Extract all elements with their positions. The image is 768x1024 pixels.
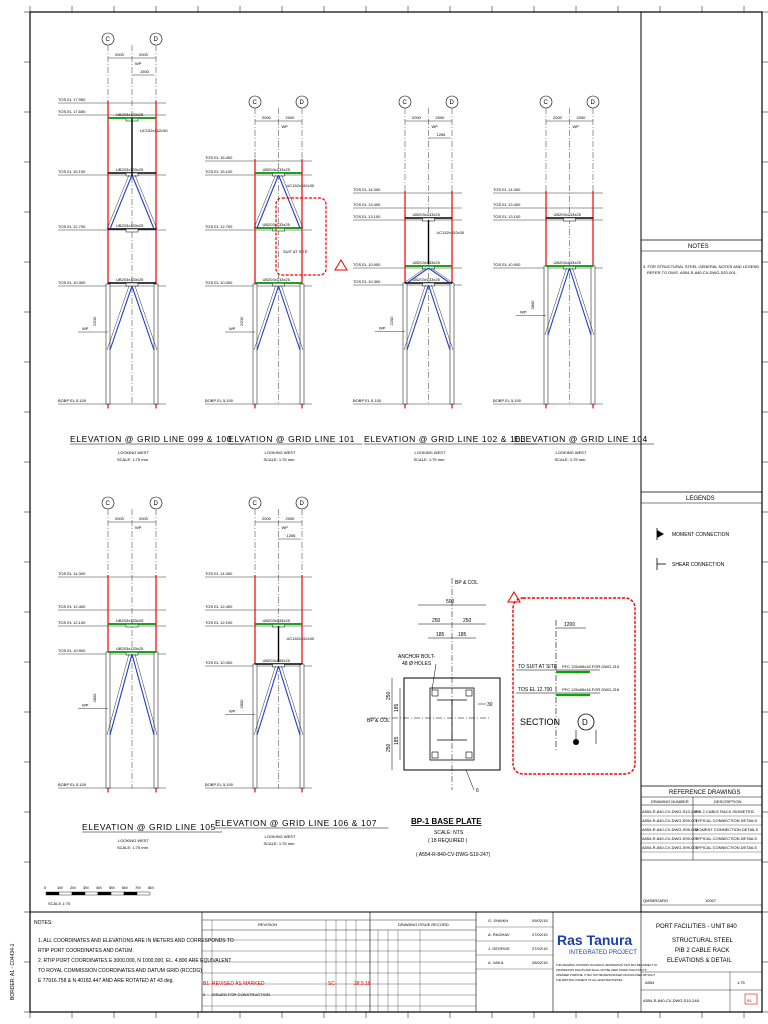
elevation-title: ELVATION @ GRID LINE 101 <box>228 434 355 444</box>
legend-shear: SHEAR CONNECTION <box>672 562 725 568</box>
dim-right: 2000 <box>576 115 586 120</box>
height-dim: 2800 <box>239 699 244 709</box>
reference-number: A554-R-840-CV-DWG-S10-246 <box>642 809 698 814</box>
bp-ref: ( A554-R-840-CV-DWG-S10-247) <box>416 852 491 858</box>
elevation-title: ELEVATION @ GRID LINE 105 <box>82 822 216 832</box>
bp-required: ( 18 REQUIRED ) <box>428 838 468 844</box>
level-label: TOS EL 12.700 <box>205 224 233 229</box>
dim-left: 2000 <box>115 516 124 521</box>
level-label: TOS EL 10.300 <box>205 280 233 285</box>
disclaimer-line: THIS DRAWING CONTAINS TECHNICAL INFORMATION THAT MAY BE SUBJECT TO <box>556 964 658 967</box>
reference-desc: PIB 2 CABLE RACK ISOMETRIC <box>695 809 755 814</box>
scale-label: SCALE: 1:75 mm <box>117 457 148 462</box>
level-label: TOS EL 12.100 <box>205 620 233 625</box>
post-label: UC152x152x30 <box>286 183 315 188</box>
scale-tick: 8M <box>148 885 154 890</box>
scale-label: SCALE: 1:75 mm <box>263 841 295 846</box>
level-label: TOS EL 13.100 <box>353 214 381 219</box>
post-label: UC152x152x30 <box>140 128 168 133</box>
dim-left: 2000 <box>412 115 421 120</box>
beam-label: UB203x133x25 <box>116 618 144 623</box>
beam-label: UB203x133x25 <box>116 646 144 651</box>
bp-scale: SCALE: NTS <box>434 830 464 836</box>
level-label: TOS EL 10.900 <box>58 648 86 653</box>
bp-col-top: BP & COL <box>455 580 478 586</box>
level-label: TOS EL 14.300 <box>205 571 233 576</box>
beam-label: UB203x133x25 <box>116 167 144 172</box>
section-id: D <box>582 718 588 727</box>
level-label: TOS EL 17.950 <box>58 97 86 102</box>
beam-label: UB203x133x25 <box>412 260 440 265</box>
column-left <box>403 283 407 404</box>
looking-label: LOOKING WEST <box>414 450 446 455</box>
rev-b1: B1 <box>203 981 210 987</box>
dim-right: 2000 <box>285 115 295 120</box>
tb-code: A554 <box>645 980 655 985</box>
general-note-line: E 77916.758 & N 40182.447 AND ARE ROTATED AT 43 deg. <box>38 978 174 984</box>
rev-0: 0 <box>203 992 206 997</box>
dim-right: 2000 <box>285 516 295 521</box>
signatory-date: 27/02/15 <box>532 932 548 937</box>
grid-label-left: C <box>105 501 110 507</box>
bp-dim-185a: 185 <box>436 632 445 638</box>
level-label: TOS EL 13.400 <box>353 202 381 207</box>
signatory-name: G. SHAIKH <box>488 918 509 923</box>
wp-marker: WP <box>82 326 89 331</box>
section-label: SECTION <box>520 717 561 727</box>
height-dim: 2200 <box>389 316 394 326</box>
disclaimer-line: PROPRIETARY RIGHTS AND SHALL NOT BE USED OTHER THAN FOR ITS <box>556 969 647 972</box>
level-label: TOS EL 15.100 <box>58 169 86 174</box>
tb-t1: STRUCTURAL STEEL <box>672 938 733 944</box>
beam-label: UB203x133x25 <box>262 222 290 227</box>
reference-number: A554-R-840-CV-DWG-S99-003 <box>642 836 698 841</box>
scale-tick: 0 <box>44 885 47 890</box>
reference-col-desc: DESCRIPTION <box>714 799 742 804</box>
column-left <box>253 664 257 788</box>
legend-moment: MOMENT CONNECTION <box>672 532 730 538</box>
level-label: TOS EL 14.300 <box>58 571 86 576</box>
reference-number: A554-R-840-CV-DWG-S99-001 <box>642 818 698 823</box>
logo-integrated: INTEGRATED PROJECT <box>569 950 637 956</box>
level-label: BOBP EL 5.100 <box>205 398 234 403</box>
bp-side-250b: 250 <box>386 743 392 752</box>
bp-dim-500: 500 <box>446 599 455 605</box>
signatory-name: A. RAGHAV <box>488 932 510 937</box>
signatory-date: 28/02/15 <box>532 960 548 965</box>
column-left <box>106 652 110 788</box>
dim-right: 2000 <box>139 516 148 521</box>
wp-label: WP <box>135 61 142 66</box>
general-note-line: 2. RTIP PORT COORDINATES E 3000.000, N 1000.000, EL. 4.800 ARE EQUIVALENT <box>38 958 232 964</box>
grid-label-left: C <box>252 501 257 507</box>
column-right <box>591 266 595 404</box>
level-label: BOBP EL 5.100 <box>205 782 234 787</box>
beam-label: UB203x133x25 <box>553 212 581 217</box>
scale-label: SCALE: 1:75 mm <box>263 457 295 462</box>
scale-label: SCALE: 1:75 mm <box>554 457 586 462</box>
scale-tick: 3M <box>83 885 89 890</box>
beam-label: UB203x133x25 <box>262 618 290 623</box>
general-note-line: TO ROYAL COMMISSION COORDINATES AND DATUM GRID (RCCDG) <box>38 968 202 974</box>
beam-label: UB203x133x25 <box>116 112 144 117</box>
grid-label-right: D <box>449 100 454 106</box>
wp-label: WP <box>572 124 579 129</box>
grid-label-left: C <box>105 37 110 43</box>
column-right <box>154 284 158 404</box>
beam-label: UB203x133x25 <box>412 212 440 217</box>
general-note-line: RTIP PORT COORDINATES AND DATUM. <box>38 948 134 954</box>
column-left <box>106 284 110 404</box>
level-label: TOS EL 10.300 <box>205 660 233 665</box>
bp-dim-250a: 250 <box>432 618 441 624</box>
signatory-name: J. GEORGE <box>488 946 510 951</box>
beam-label: UB203x133x25 <box>553 260 581 265</box>
level-label: TOS EL 17.650 <box>58 109 86 114</box>
column-right <box>300 664 304 788</box>
site-note: SUIT AT SITE <box>283 249 308 254</box>
elevation-title: ELEVATION @ GRID LINE 099 & 100 <box>70 434 233 444</box>
grid-label-right: D <box>299 501 304 507</box>
reference-number: A554-R-840-CV-DWG-S99-004 <box>642 845 698 850</box>
grid-label-left: C <box>543 100 548 106</box>
tb-scale: 1:75 <box>737 980 745 985</box>
logo-ras-tanura: Ras Tanura <box>557 932 633 948</box>
level-label: TOS EL 13.100 <box>493 214 521 219</box>
wp-marker: WP <box>229 326 236 331</box>
column-left <box>544 266 548 404</box>
level-label: TOS EL 12.700 <box>58 224 86 229</box>
bp-col-left: BP & COL <box>367 718 390 724</box>
bp-weld: 6 <box>476 788 479 794</box>
rev-0-desc: ISSUED FOR CONSTRUCTION <box>212 992 270 997</box>
level-label: TOS EL 15.400 <box>205 155 233 160</box>
tb-t2: PIB 2 CABLE RACK <box>675 948 730 954</box>
column-right <box>300 284 304 404</box>
section-pfc2: PFC 125x65x16 FOR DWG-216 <box>562 687 620 692</box>
level-label: BOBP EL 5.100 <box>58 398 87 403</box>
scale-label: SCALE: 1:75 mm <box>413 457 445 462</box>
level-label: TOS EL 12.100 <box>58 620 86 625</box>
column-right <box>154 652 158 788</box>
wp-label: WP <box>135 525 142 530</box>
section-el: TOS EL 12.700 <box>518 687 553 693</box>
bp-thk: 30 <box>487 702 493 708</box>
tb-project: PORT FACILITIES - UNIT 840 <box>656 924 737 930</box>
wp-marker: WP <box>82 702 89 708</box>
wp-marker: WP <box>379 325 386 331</box>
level-label: TOS EL 14.300 <box>493 187 521 192</box>
level-label: TOS EL 10.900 <box>493 262 521 267</box>
dim-right: 2000 <box>435 115 445 120</box>
rev-b1-desc: REVISED AS MARKED <box>212 981 265 987</box>
level-label: TOS EL 10.300 <box>58 280 86 285</box>
level-label: BOBP EL 5.100 <box>493 398 522 403</box>
column-left <box>253 284 257 404</box>
reference-desc: TYPICAL CONNECTION DETAILS <box>695 845 758 850</box>
height-dim: 2200 <box>239 317 244 326</box>
tb-t3: ELEVATIONS & DETAIL <box>667 958 732 964</box>
bp-anchor: ANCHOR BOLT- <box>398 654 436 660</box>
reference-number: A554-R-840-CV-DWG-S99-002 <box>642 827 698 832</box>
looking-label: LOOKING WEST <box>555 450 587 455</box>
level-label: TOS EL 12.400 <box>58 604 86 609</box>
level-label: TOS EL 13.400 <box>493 202 521 207</box>
level-label: TOS EL 10.300 <box>353 279 381 284</box>
issue-record-header: DRAWING ISSUE RECORD <box>398 922 449 927</box>
grid-label-right: D <box>153 501 158 507</box>
bp-side-250a: 250 <box>386 691 392 700</box>
reference-header: REFERENCE DRAWINGS <box>669 790 741 796</box>
tb-dwg: A554-R-840-CV-DWG-S10-248 <box>643 998 699 1003</box>
disclaimer-line: THE WRITTEN CONSENT OF ALL AFFECTED PARTIES. <box>556 979 624 982</box>
grid-label-right: D <box>153 37 158 43</box>
wp-label: WP <box>281 525 288 530</box>
bp-dim-250b: 250 <box>463 618 472 624</box>
tb-no: 10007 <box>705 898 717 903</box>
grid-label-right: D <box>299 100 304 106</box>
looking-label: LOOKING WEST <box>118 450 149 455</box>
dim-left: 2000 <box>553 115 562 120</box>
reference-col-number: DRAWING NUMBER <box>651 799 689 804</box>
scale-tick: 1M <box>57 885 63 890</box>
disclaimer-line: INTENDED PURPOSE. IT MAY NOT BE REPRODUCED OR DISCLOSED WITHOUT <box>556 974 656 977</box>
reference-desc: TYPICAL CONNECTION DETAILS <box>695 818 758 823</box>
dim-offset: 1265 <box>286 533 296 538</box>
level-label: BOBP EL 5.100 <box>353 398 382 403</box>
dim-offset: 1265 <box>436 132 446 137</box>
signatory-date: 27/02/15 <box>532 946 548 951</box>
reference-desc: TYPICAL CONNECTION DETAILS <box>695 836 758 841</box>
beam-label: UB203x133x25 <box>412 277 440 282</box>
elevation-title: ELEVATION @ GRID LINE 104 <box>514 434 648 444</box>
level-label: TOS EL 12.400 <box>205 604 233 609</box>
signatory-date: 09/02/15 <box>532 918 548 923</box>
legends-header: LEGENDS <box>686 496 715 502</box>
scale-tick: 7M <box>135 885 141 890</box>
scale-bar-label: SCALE 1:75 <box>48 901 71 906</box>
looking-label: LOOKING WEST <box>264 834 296 839</box>
wp-marker: WP <box>520 309 527 315</box>
wp-label: WP <box>431 124 438 129</box>
dim-right: 2000 <box>139 52 148 57</box>
looking-label: LOOKING WEST <box>264 450 296 455</box>
elevation-title: ELEVATION @ GRID LINE 106 & 107 <box>215 818 378 828</box>
grid-label-left: C <box>252 100 257 106</box>
beam-label: UB203x133x25 <box>116 223 144 228</box>
looking-label: LOOKING WEST <box>118 838 149 843</box>
elevation-title: ELEVATION @ GRID LINE 102 & 103 <box>364 434 527 444</box>
signatory-name: A. VAKIL <box>488 960 504 965</box>
scale-tick: 5M <box>109 885 115 890</box>
general-notes-label: NOTES: <box>34 920 53 926</box>
notes-line-2: REFER TO DWG. A554-R-840-CV-DWG-S20-001. <box>647 270 737 275</box>
beam-label: UB203x133x25 <box>262 658 290 663</box>
tb-qm: QMS8R2ARO <box>643 898 669 903</box>
height-dim: 2200 <box>92 317 97 326</box>
scale-tick: 6M <box>122 885 128 890</box>
bp-side-185b: 185 <box>394 736 400 745</box>
section-dim: 1200 <box>564 622 576 628</box>
dim-left: 2000 <box>262 115 271 120</box>
wp-marker: WP <box>229 708 236 714</box>
wp-label: WP <box>281 124 288 129</box>
beam-label: UB203x133x25 <box>262 167 290 172</box>
grid-label-right: D <box>590 100 595 106</box>
border-text: BORDER: A1 - C04434-1 <box>10 943 16 1000</box>
general-note-line: 1. ALL COORDINATES AND ELEVATIONS ARE IN METERS AND CORRESPONDS TO <box>38 938 234 944</box>
tb-rev: B1 <box>747 998 752 1003</box>
scale-tick: 2M <box>70 885 76 890</box>
level-label: TOS EL 14.300 <box>353 187 381 192</box>
bp-side-185a: 185 <box>394 703 400 712</box>
bp-holes: 48 Ø HOLES <box>402 661 432 667</box>
column-right <box>450 283 454 404</box>
beam-label: UB203x133x25 <box>262 277 290 282</box>
scale-label: SCALE: 1:75 mm <box>117 845 148 850</box>
level-label: TOS EL 10.900 <box>353 262 381 267</box>
height-dim: 2800 <box>530 300 535 310</box>
bp-title: BP-1 BASE PLATE <box>411 817 482 826</box>
scale-tick: 4M <box>96 885 102 890</box>
bp-dim-185b: 185 <box>458 632 467 638</box>
notes-header: NOTES <box>688 244 709 250</box>
dim-offset: 1500 <box>140 69 149 74</box>
revision-header: REVISION <box>258 922 278 927</box>
dim-left: 2000 <box>262 516 271 521</box>
post-label: UC152x152x30 <box>436 230 465 235</box>
rev-b1-date: 28.5.18 <box>354 981 371 987</box>
rev-b1-by: SC <box>328 981 335 987</box>
section-pfc1: PFC 125x65x16 FOR DWG-215 <box>562 664 620 669</box>
section-suit: TO SUIT AT SITE <box>518 664 558 670</box>
dim-left: 2000 <box>115 52 124 57</box>
level-label: BOBP EL 5.100 <box>58 782 87 787</box>
beam-label: UB203x133x25 <box>116 277 144 282</box>
height-dim: 2800 <box>92 693 97 703</box>
notes-line-1: 3. FOR STRUCTURAL STEEL GENERAL NOTES AND LEGEND <box>643 264 760 269</box>
post-label: UC152x152x30 <box>286 636 315 641</box>
reference-desc: MOMENT CONNECTION DETAILS <box>695 827 759 832</box>
level-label: TOS EL 15.100 <box>205 169 233 174</box>
grid-label-left: C <box>402 100 407 106</box>
